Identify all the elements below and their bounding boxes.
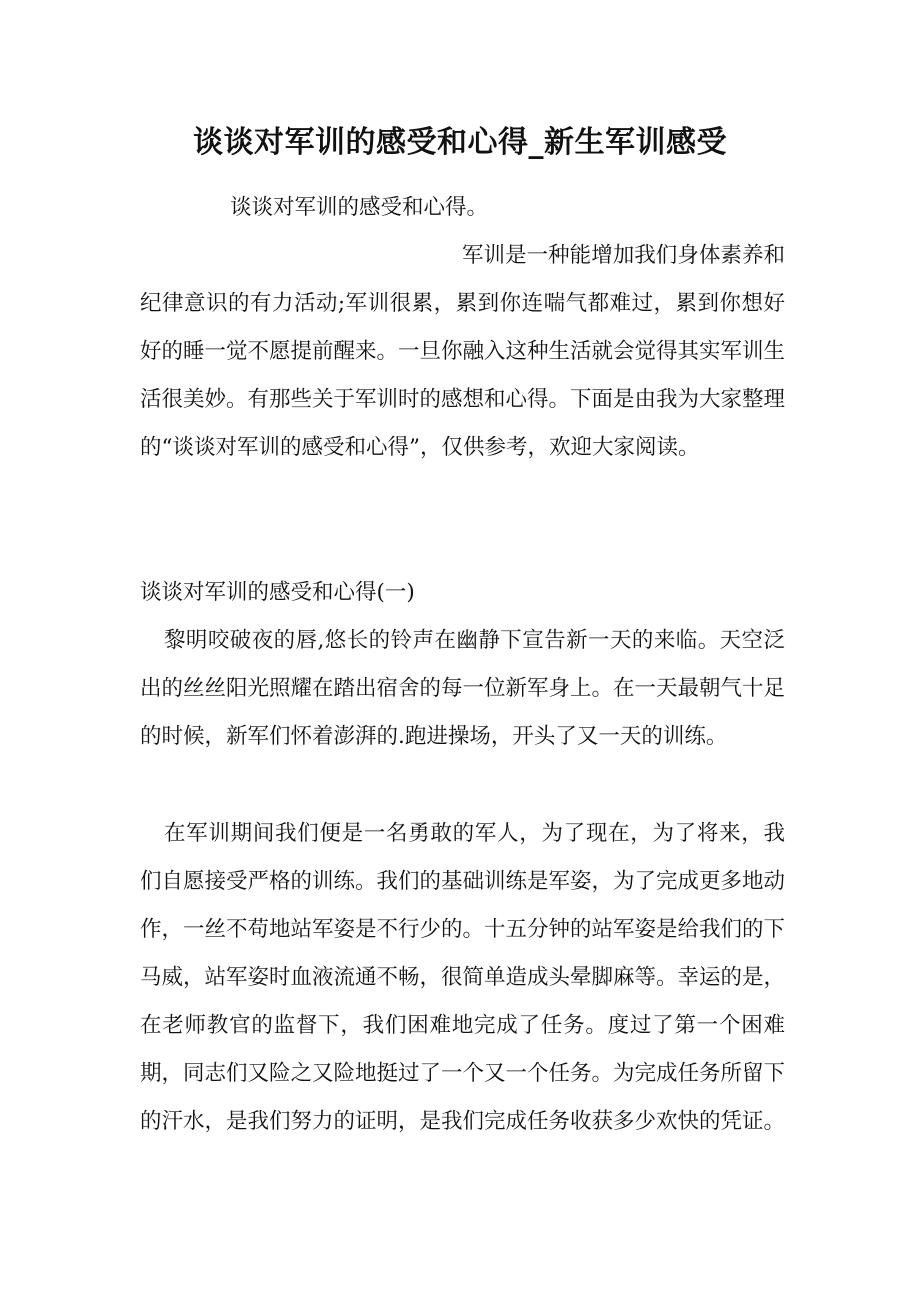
intro-paragraph: 军训是一种能增加我们身体素养和纪律意识的有力活动;军训很累，累到你连喘气都难过，累到你想好好的睡一觉不愿提前醒来。一旦你融入这种生活就会觉得其实军训生活很美妙。有那些关于军训时的感想和心得。下面是由我为大家整理的“谈谈对军训的感受和心得”，仅供参考，欢迎大家阅读。 xyxy=(140,243,786,460)
body-paragraph: 黎明咬破夜的唇,悠长的铃声在幽静下宣告新一天的来临。天空泛出的丝丝阳光照耀在踏出宿舍的每一位新军身上。在一天最朝气十足的时候，新军们怀着澎湃的.跑进操场，开头了又一天的训练。 xyxy=(140,628,786,749)
section-heading: 谈谈对军训的感受和心得(一) xyxy=(140,580,415,605)
page-title: 谈谈对军训的感受和心得_新生军训感受 xyxy=(193,125,727,160)
intro-line: 谈谈对军训的感受和心得。 xyxy=(230,195,489,220)
body-paragraph: 在军训期间我们便是一名勇敢的军人，为了现在，为了将来，我们自愿接受严格的训练。我们的基础训练是军姿，为了完成更多地动作，一丝不苟地站军姿是不行少的。十五分钟的站军姿是给我们的下马威，站军姿时血液流通不畅，很简单造成头晕脚麻等。幸运的是，在老师教官的监督下，我们困难地完成了任务。度过了第一个困难期，同志们又险之又险地挺过了一个又一个任务。为完成任务所留下的汗水，是我们努力的证明，是我们完成任务收获多少欢快的凭证。 xyxy=(140,821,786,1134)
